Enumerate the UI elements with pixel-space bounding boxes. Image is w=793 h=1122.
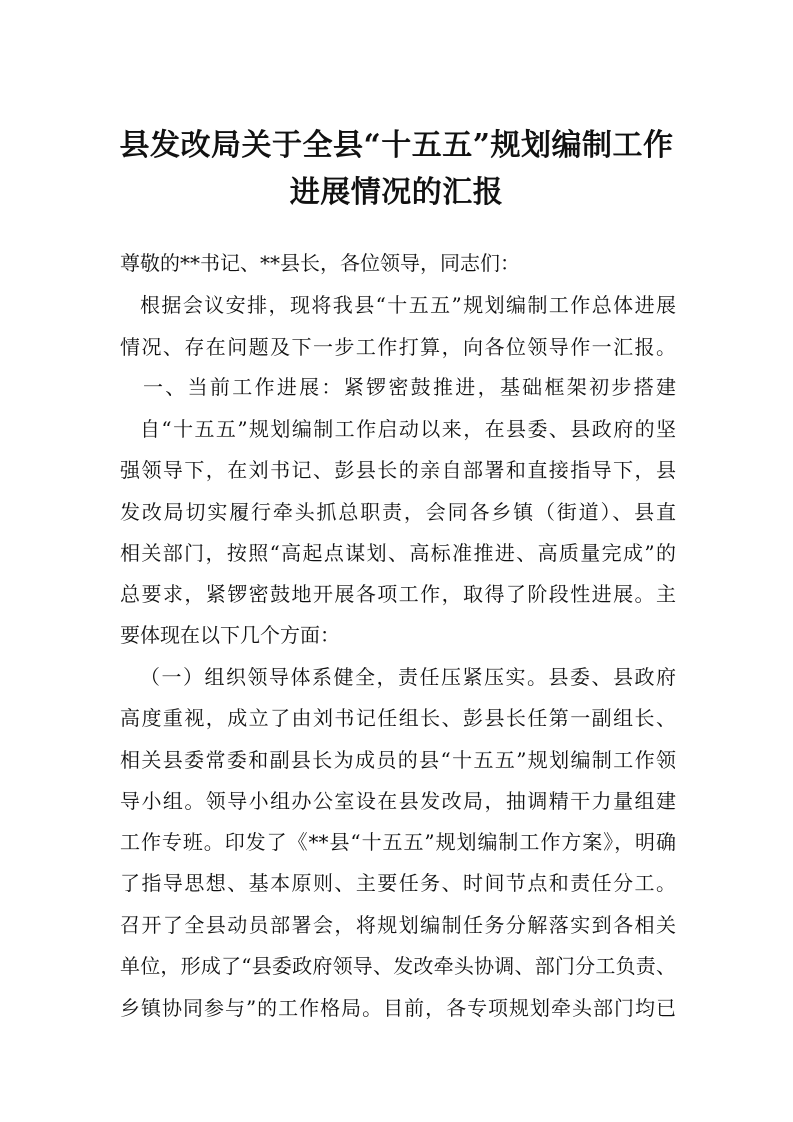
paragraph-line: 强领导下，在刘书记、彭县长的亲自部署和直接指导下，县 <box>120 458 676 482</box>
document-title-line-1: 县发改局关于全县“十五五”规划编制工作 <box>119 128 674 163</box>
paragraph-line: 根据会议安排，现将我县“十五五”规划编制工作总体进展 <box>140 293 676 317</box>
section-heading: 一、当前工作进展：紧锣密鼓推进，基础框架初步搭建 <box>143 375 676 399</box>
paragraph-line: 发改局切实履行牵头抓总职责，会同各乡镇（街道）、县直 <box>120 500 676 524</box>
paragraph-line: 相关县委常委和副县长为成员的县“十五五”规划编制工作领 <box>120 748 676 772</box>
paragraph-line: 总要求，紧锣密鼓地开展各项工作，取得了阶段性进展。主 <box>120 582 676 606</box>
paragraph-line: 单位，形成了“县委政府领导、发改牵头协调、部门分工负责、 <box>120 954 676 978</box>
paragraph-line: 自“十五五”规划编制工作启动以来，在县委、县政府的坚 <box>140 417 676 441</box>
paragraph-line: 工作专班。印发了《**县“十五五”规划编制工作方案》，明确 <box>120 830 676 854</box>
paragraph-line: 要体现在以下几个方面： <box>120 623 340 647</box>
paragraph-line: 乡镇协同参与”的工作格局。目前，各专项规划牵头部门均已 <box>120 996 676 1020</box>
paragraph-line: 召开了全县动员部署会，将规划编制任务分解落实到各相关 <box>120 913 676 937</box>
paragraph-line: 情况、存在问题及下一步工作打算，向各位领导作一汇报。 <box>120 335 676 359</box>
document-title-line-2: 进展情况的汇报 <box>289 175 504 210</box>
salutation: 尊敬的**书记、**县长，各位领导，同志们： <box>120 251 520 275</box>
paragraph-line: 相关部门，按照“高起点谋划、高标准推进、高质量完成”的 <box>120 541 676 565</box>
paragraph-line: 了指导思想、基本原则、主要任务、时间节点和责任分工。 <box>120 871 676 895</box>
paragraph-line: 高度重视，成立了由刘书记任组长、彭县长任第一副组长、 <box>120 706 676 730</box>
paragraph-line: 导小组。领导小组办公室设在县发改局，抽调精干力量组建 <box>120 789 676 813</box>
paragraph-line: （一）组织领导体系健全，责任压紧压实。县委、县政府 <box>140 665 676 689</box>
